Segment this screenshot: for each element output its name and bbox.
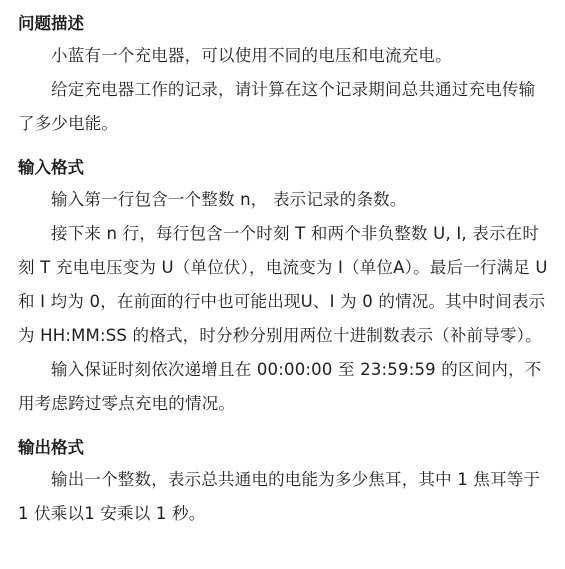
paragraph: 小蓝有一个充电器，可以使用不同的电压和电流充电。 — [51, 46, 452, 65]
section-spacer — [18, 141, 551, 153]
section-input-format — [18, 153, 551, 421]
paragraph: 输入第一行包含一个整数 n， 表示记录的条数。 — [51, 190, 407, 209]
section-heading: 输入格式 — [18, 158, 84, 177]
paragraph: 输出一个整数，表示总共通电的电能为多少焦耳，其中 1 焦耳等于 1 伏乘以1 安乘以 1 秒。 — [18, 470, 541, 523]
section-heading: 输出格式 — [18, 438, 84, 457]
paragraph: 接下来 n 行，每行包含一个时刻 T 和两个非负整数 U, I, 表示在时刻 T 充电电压变为 U（单位伏），电流变为 I（单位A）。最后一行满足 U 和 I 均为 0，在前面的行中也可能出现U、I 为 0 的情况。其中时间表示为 HH:MM:SS 的格式，时分秒分别用两位十进制数表示（补前导零）。 — [18, 224, 548, 345]
paragraph: 给定充电器工作的记录，请计算在这个记录期间总共通过充电传输了多少电能。 — [18, 80, 536, 133]
section-output-format — [18, 433, 551, 531]
section-spacer — [18, 421, 551, 433]
paragraph: 输入保证时刻依次递增且在 00:00:00 至 23:59:59 的区间内，不用考虑跨过零点充电的情况。 — [18, 360, 542, 413]
section-problem-description — [18, 9, 551, 141]
section-heading: 问题描述 — [18, 14, 84, 33]
